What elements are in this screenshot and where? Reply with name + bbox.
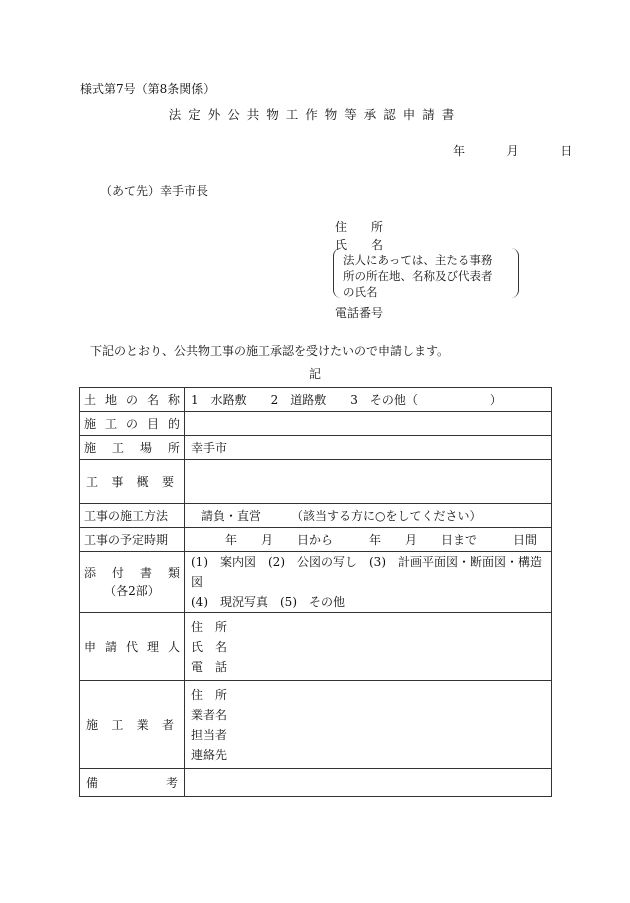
ki-heading: 記 [308, 367, 321, 381]
summary-label-text: 工 事 概 要 [86, 475, 174, 489]
date-line [453, 142, 572, 159]
form-number: 様式第7号（第8条関係） [80, 82, 216, 96]
applicant-name-label: 氏 名 [335, 238, 384, 252]
agent-name-label: 氏 名 [191, 639, 228, 654]
agent-label [80, 613, 185, 681]
attachments-label [80, 552, 185, 613]
land-name-value[interactable]: 1 水路敷 2 道路敷 3 その他（ ） [185, 388, 552, 412]
purpose-label-text: 施 工 の 目 的 [84, 417, 180, 431]
row-method [80, 504, 552, 528]
contractor-contact-label: 連絡先 [191, 747, 228, 762]
contractor-value[interactable] [185, 681, 552, 769]
method-label: 工事の施工方法 [80, 504, 185, 528]
corporate-note-line-1: 法人にあっては、主たる事務 [343, 253, 493, 267]
schedule-label: 工事の予定時期 [80, 528, 185, 552]
date-month-label: 月 [506, 144, 519, 158]
place-label-text: 施 工 場 所 [84, 441, 180, 455]
land-name-label [80, 388, 185, 412]
application-table [79, 387, 552, 797]
land-name-label-text: 土 地 の 名 称 [84, 393, 180, 407]
attachments-line-1: (1) 案内図 (2) 公図の写し (3) 計画平面図・断面図・構造図 [191, 555, 542, 589]
summary-label [80, 460, 185, 504]
schedule-value[interactable]: 年 月 日から 年 月 日まで 日間 [185, 528, 552, 552]
remarks-label [80, 769, 185, 797]
row-land-name [80, 388, 552, 412]
row-remarks [80, 769, 552, 797]
contractor-person-label: 担当者 [191, 727, 228, 742]
row-purpose [80, 412, 552, 436]
row-contractor [80, 681, 552, 769]
attachments-label-sub: （各2部） [104, 583, 160, 598]
place-label [80, 436, 185, 460]
addressee: （あて先）幸手市長 [100, 184, 209, 198]
attachments-value [185, 552, 552, 613]
row-summary [80, 460, 552, 504]
method-value[interactable]: 請負・直営 （該当する方に○をしてください） [185, 504, 552, 528]
row-place [80, 436, 552, 460]
row-schedule [80, 528, 552, 552]
summary-value[interactable] [185, 460, 552, 504]
date-day-label: 日 [560, 144, 573, 158]
applicant-address-label: 住 所 [335, 220, 384, 234]
applicant-phone-label: 電話番号 [335, 306, 384, 320]
corporate-note-line-2: 所の所在地、名称及び代表者 [343, 269, 493, 283]
purpose-label [80, 412, 185, 436]
place-value[interactable]: 幸手市 [185, 436, 552, 460]
row-agent [80, 613, 552, 681]
contractor-label [80, 681, 185, 769]
agent-address-label: 住 所 [191, 619, 228, 634]
remarks-label-text: 備 考 [86, 776, 178, 790]
purpose-value[interactable] [185, 412, 552, 436]
remarks-value[interactable] [185, 769, 552, 797]
attachments-label-text: 添 付 書 類 [84, 565, 180, 580]
agent-value[interactable] [185, 613, 552, 681]
agent-label-text: 申 請 代 理 人 [84, 640, 180, 654]
row-attachments [80, 552, 552, 613]
attachments-line-2: (4) 現況写真 (5) その他 [191, 595, 345, 609]
document-title: 法定外公共物工作物等承認申請書 [168, 107, 462, 122]
contractor-company-label: 業者名 [191, 707, 228, 722]
corporate-note-line-3: の氏名 [343, 285, 378, 299]
request-statement: 下記のとおり、公共物工事の施工承認を受けたいので申請します。 [90, 344, 450, 358]
contractor-label-text: 施 工 業 者 [86, 718, 174, 732]
contractor-address-label: 住 所 [191, 687, 228, 702]
date-year-label: 年 [453, 144, 466, 158]
agent-phone-label: 電 話 [191, 659, 228, 674]
